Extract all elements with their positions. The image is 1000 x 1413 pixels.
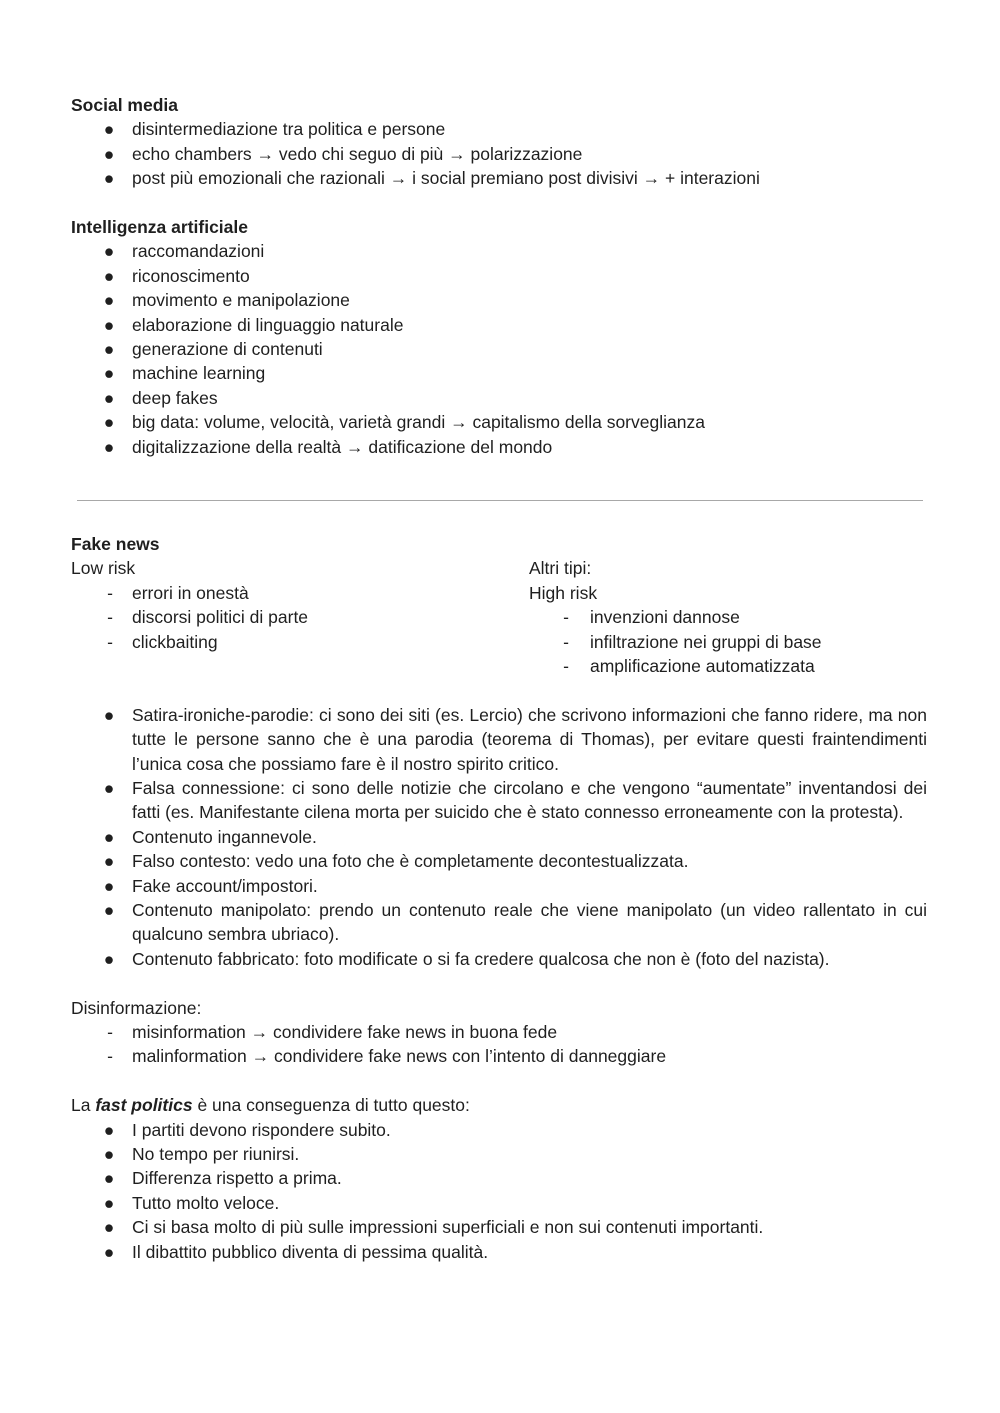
dash-icon: -	[107, 631, 113, 652]
list-item: - clickbaiting	[71, 630, 511, 654]
ai-list	[71, 239, 927, 459]
list-item: ● echo chambers → vedo chi seguo di più → polarizzazione	[71, 142, 927, 166]
disinformation-list	[71, 1020, 927, 1069]
bullet-icon: ●	[103, 363, 115, 384]
list-item: ● Tutto molto veloce.	[71, 1191, 927, 1215]
other-types-label: Altri tipi:	[529, 558, 592, 579]
list-item: ● movimento e manipolazione	[71, 288, 927, 312]
list-item: ● Ci si basa molto di più sulle impressioni superficiali e non sui contenuti importanti.	[71, 1215, 927, 1239]
bullet-icon: ●	[103, 168, 115, 189]
bullet-icon: ●	[103, 1168, 115, 1189]
list-item: ● Contenuto manipolato: prendo un contenuto reale che viene manipolato (un video rallentato in cui qualcuno sembra ubriaco).	[103, 900, 927, 945]
list-item: - errori in onestà	[71, 581, 511, 605]
bullet-icon: ●	[103, 826, 115, 847]
fake-news-types-list	[71, 703, 927, 971]
list-item: - amplificazione automatizzata	[529, 654, 927, 678]
list-item: ● raccomandazioni	[71, 239, 927, 263]
bullet-icon: ●	[103, 851, 115, 872]
fast-politics-list	[71, 1118, 927, 1264]
bullet-icon: ●	[103, 339, 115, 360]
fast-politics-term: fast politics	[95, 1095, 193, 1116]
dash-icon: -	[107, 607, 113, 628]
list-item: ● Contenuto fabbricato: foto modificate o si fa credere qualcosa che non è (foto del nazista).	[71, 947, 927, 971]
high-risk-column	[529, 556, 927, 678]
bullet-icon: ●	[103, 1144, 115, 1165]
list-item: - misinformation → condividere fake news in buona fede	[71, 1020, 927, 1044]
dash-icon: -	[107, 1046, 113, 1067]
list-item: ● machine learning	[71, 361, 927, 385]
list-item: ● Contenuto ingannevole.	[71, 825, 927, 849]
list-item: ● disintermediazione tra politica e persone	[71, 117, 927, 141]
disinformation-label: Disinformazione:	[71, 997, 202, 1018]
dash-icon: -	[563, 656, 569, 677]
list-item: ● riconoscimento	[71, 264, 927, 288]
dash-icon: -	[107, 582, 113, 603]
bullet-icon: ●	[103, 900, 115, 921]
list-item: ● post più emozionali che razionali → i social premiano post divisivi → + interazioni	[71, 166, 927, 190]
bullet-icon: ●	[103, 1119, 115, 1140]
bullet-icon: ●	[103, 143, 115, 164]
list-item: - invenzioni dannose	[529, 605, 927, 629]
bullet-icon: ●	[103, 1217, 115, 1238]
list-item: ● Il dibattito pubblico diventa di pessima qualità.	[71, 1240, 927, 1264]
bullet-icon: ●	[103, 265, 115, 286]
list-item: - discorsi politici di parte	[71, 605, 511, 629]
dash-icon: -	[107, 1022, 113, 1043]
list-item: ● Fake account/impostori.	[71, 874, 927, 898]
low-risk-column	[71, 556, 511, 654]
bullet-icon: ●	[103, 778, 115, 799]
bullet-icon: ●	[103, 1241, 115, 1262]
bullet-icon: ●	[103, 436, 115, 457]
bullet-icon: ●	[103, 387, 115, 408]
horizontal-divider	[77, 500, 923, 501]
low-risk-label: Low risk	[71, 558, 136, 579]
high-risk-label: High risk	[529, 582, 598, 603]
list-item: ● Differenza rispetto a prima.	[71, 1166, 927, 1190]
list-item: ● digitalizzazione della realtà → datificazione del mondo	[71, 435, 927, 459]
document-page	[71, 93, 927, 1264]
bullet-icon: ●	[103, 704, 115, 725]
section-heading-social-media: Social media	[71, 95, 178, 115]
fast-politics-intro: La fast politics è una conseguenza di tutto questo:	[71, 1095, 470, 1116]
bullet-icon: ●	[103, 412, 115, 433]
list-item: ● generazione di contenuti	[71, 337, 927, 361]
bullet-icon: ●	[103, 241, 115, 262]
list-item: ● elaborazione di linguaggio naturale	[71, 313, 927, 337]
social-media-list	[71, 117, 927, 190]
list-item: ● I partiti devono rispondere subito.	[71, 1118, 927, 1142]
section-heading-ai: Intelligenza artificiale	[71, 217, 248, 237]
list-item: ● Satira-ironiche-parodie: ci sono dei siti (es. Lercio) che scrivono informazioni che fanno ridere, ma non tutte le persone sanno che è una parodia (teorema di Thomas), per evitare questi fraintendimenti l’unica cosa che possiamo fare è il nostro spirito critico.	[103, 704, 927, 774]
list-item: - malinformation → condividere fake news con l’intento di danneggiare	[71, 1044, 927, 1068]
section-heading-fake-news: Fake news	[71, 534, 160, 555]
dash-icon: -	[563, 631, 569, 652]
list-item: ● No tempo per riunirsi.	[71, 1142, 927, 1166]
list-item: ● Falsa connessione: ci sono delle notizie che circolano e che vengono “aumentate” inventandosi dei fatti (es. Manifestante cilena morta per suicido che è stato connesso erroneamente con la protesta).	[103, 778, 927, 823]
bullet-icon: ●	[103, 119, 115, 140]
list-item: ● big data: volume, velocità, varietà grandi → capitalismo della sorveglianza	[71, 410, 927, 434]
bullet-icon: ●	[103, 948, 115, 969]
bullet-icon: ●	[103, 1192, 115, 1213]
dash-icon: -	[563, 607, 569, 628]
bullet-icon: ●	[103, 314, 115, 335]
list-item: - infiltrazione nei gruppi di base	[529, 630, 927, 654]
list-item: ● deep fakes	[71, 386, 927, 410]
bullet-icon: ●	[103, 290, 115, 311]
bullet-icon: ●	[103, 875, 115, 896]
risk-columns	[71, 556, 927, 678]
list-item: ● Falso contesto: vedo una foto che è completamente decontestualizzata.	[71, 849, 927, 873]
